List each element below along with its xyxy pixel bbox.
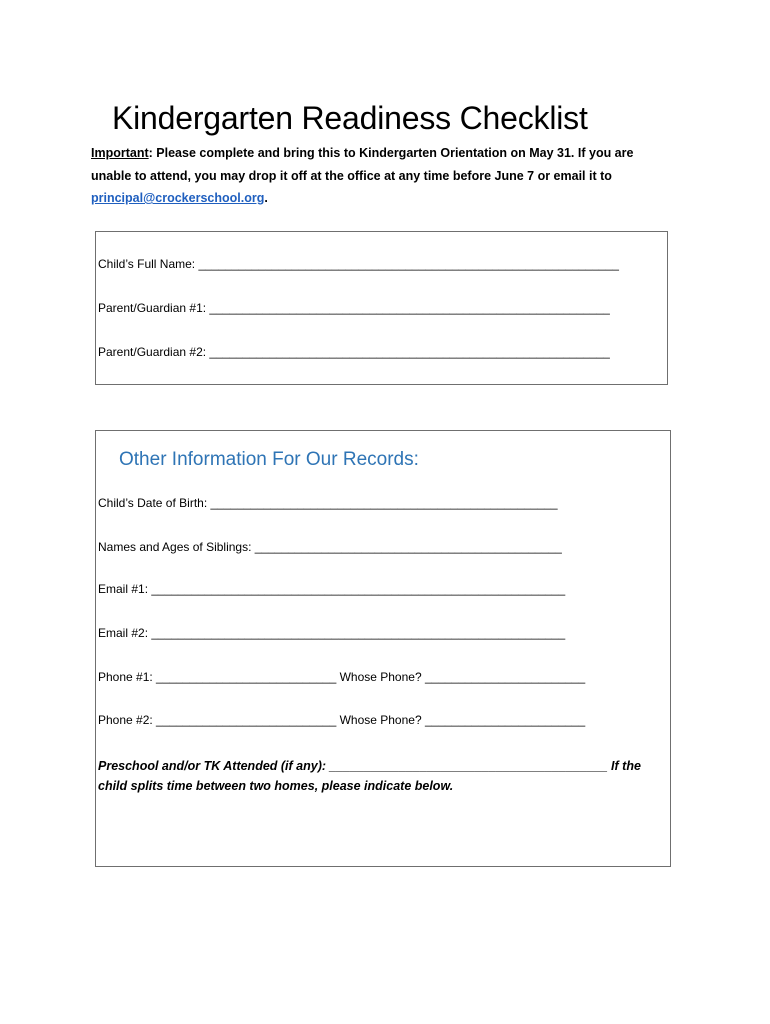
intro-text: : Please complete and bring this to Kindergarten Orientation on May 31. If you are unable to attend, you may drop it off at the office at any time before June 7 or email it to: [91, 146, 634, 183]
contact-box: [95, 231, 668, 385]
email-1-field[interactable]: Email #1: ______________________________________________________________: [98, 582, 566, 596]
page-title: Kindergarten Readiness Checklist: [112, 100, 588, 136]
intro-paragraph: [91, 142, 651, 210]
other-info-box: [95, 430, 671, 867]
date-of-birth-field[interactable]: Child’s Date of Birth: ____________________________________________________: [98, 496, 558, 510]
principal-email-link[interactable]: principal@crockerschool.org: [91, 191, 265, 205]
preschool-field[interactable]: Preschool and/or TK Attended (if any): ________________________________________ If the child splits time between two homes, please indicate below.: [98, 759, 641, 793]
parent-guardian-1-field[interactable]: Parent/Guardian #1: ____________________________________________________________: [98, 301, 610, 315]
other-info-heading: Other Information For Our Records:: [119, 449, 419, 470]
parent-guardian-2-field[interactable]: Parent/Guardian #2: ____________________________________________________________: [98, 345, 610, 359]
phone-1-field[interactable]: Phone #1: ___________________________ Whose Phone? ________________________: [98, 670, 586, 684]
phone-2-field[interactable]: Phone #2: ___________________________ Whose Phone? ________________________: [98, 713, 586, 727]
siblings-field[interactable]: Names and Ages of Siblings: ______________________________________________: [98, 540, 562, 554]
intro-end: .: [264, 191, 268, 205]
child-full-name-field[interactable]: Child’s Full Name: _______________________________________________________________: [98, 257, 619, 271]
email-2-field[interactable]: Email #2: ______________________________________________________________: [98, 626, 566, 640]
important-label: Important: [91, 146, 149, 160]
